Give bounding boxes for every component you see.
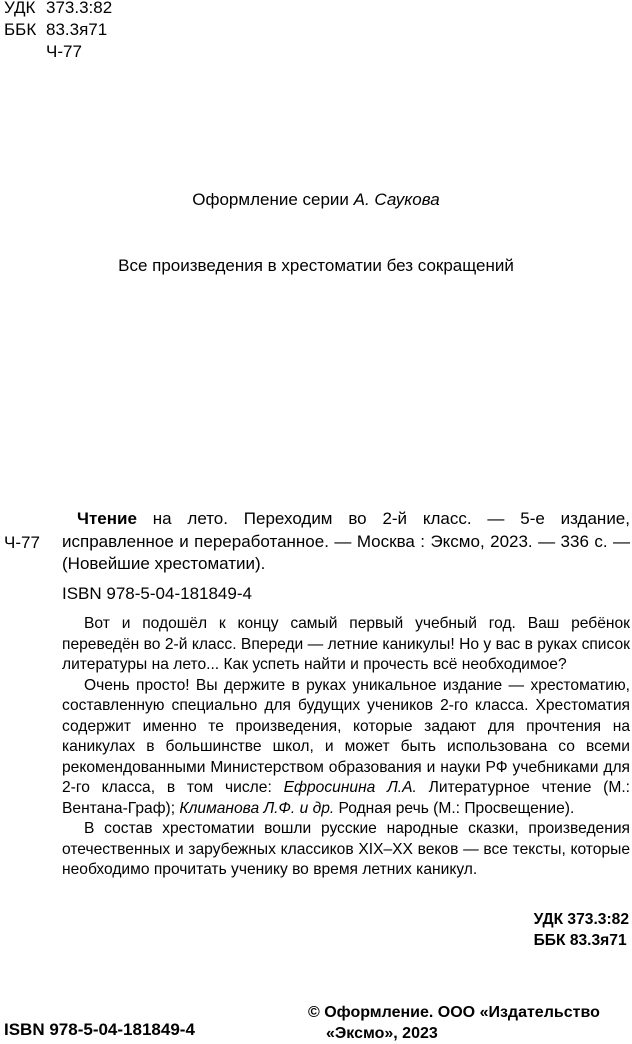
bottom-udk: УДК 373.3:82 (533, 911, 629, 928)
author-klimanova: Климанова Л.Ф. и др. (179, 799, 335, 817)
catalog-isbn: ISBN 978-5-04-181849-4 (62, 584, 252, 603)
author-efrosinina: Ефросинина Л.А. (283, 779, 417, 796)
series-design-credit (0, 189, 632, 211)
udk-label: УДК (4, 0, 36, 17)
copyright-line-1: © Оформление. ООО «Издательство (308, 1004, 600, 1021)
catalog-title: Чтение (77, 509, 137, 528)
series-designer-name: А. Саукова (353, 190, 440, 209)
annotation-paragraph-2: Очень просто! Вы держите в руках уникальное издание — хрестоматию, составленную специально для будущих учеников 2-го класса. Хрестоматия содержит именно те произведения, которые задают для прочтения на каникулах в большинстве школ, и может быть использована со всеми рекомендованными Министерством образования и науки РФ учебниками для 2-го класса, в том числе: Ефросинина Л.А. Литературное чтение (М.: Вентана-Граф); Климанова Л.Ф. и др. Родная речь (М.: Просвещение). (62, 676, 630, 817)
catalog-details: на лето. Переходим во 2-й класс. — 5-е издание, исправленное и переработанное. — Москва : Эксмо, 2023. — 336 с. — (Новейшие хрестоматии). (62, 509, 630, 573)
udk-value: 373.3:82 (46, 0, 113, 17)
annotation-paragraph-1: Вот и подошёл к концу самый первый учебный год. Ваш ребёнок переведён во 2-й класс. Впереди — летние каникулы! Но у вас в руках список литературы на лето... Как успеть найти и прочесть всё необходимое? (62, 615, 630, 673)
copyright-line-2: «Эксмо», 2023 (326, 1025, 438, 1042)
author-mark-value: Ч-77 (46, 42, 82, 61)
series-design-prefix: Оформление серии (192, 190, 354, 209)
catalog-description (62, 508, 630, 576)
copyright-notice (308, 1002, 628, 1044)
catalog-entry (62, 508, 630, 576)
udk-code (4, 0, 112, 19)
unabridged-note: Все произведения в хрестоматии без сокращений (118, 256, 514, 275)
bottom-classification-codes (534, 909, 629, 951)
bottom-bbk: ББК 83.3я71 (533, 932, 627, 949)
bbk-value: 83.3я71 (46, 20, 108, 39)
classification-codes (4, 0, 112, 63)
annotation-paragraph-3: В состав хрестоматии вошли русские народные сказки, произведения отечественных и зарубежных классиков XIX–XX веков — все тексты, которые необходимо прочитать ученику во время летних каникул. (62, 820, 630, 878)
author-mark-top (4, 41, 112, 63)
catalog-author-mark: Ч-77 (4, 533, 40, 552)
annotation (62, 614, 630, 881)
bbk-label: ББК (4, 20, 37, 39)
footer-isbn: ISBN 978-5-04-181849-4 (4, 1020, 195, 1039)
bbk-code (4, 19, 112, 41)
